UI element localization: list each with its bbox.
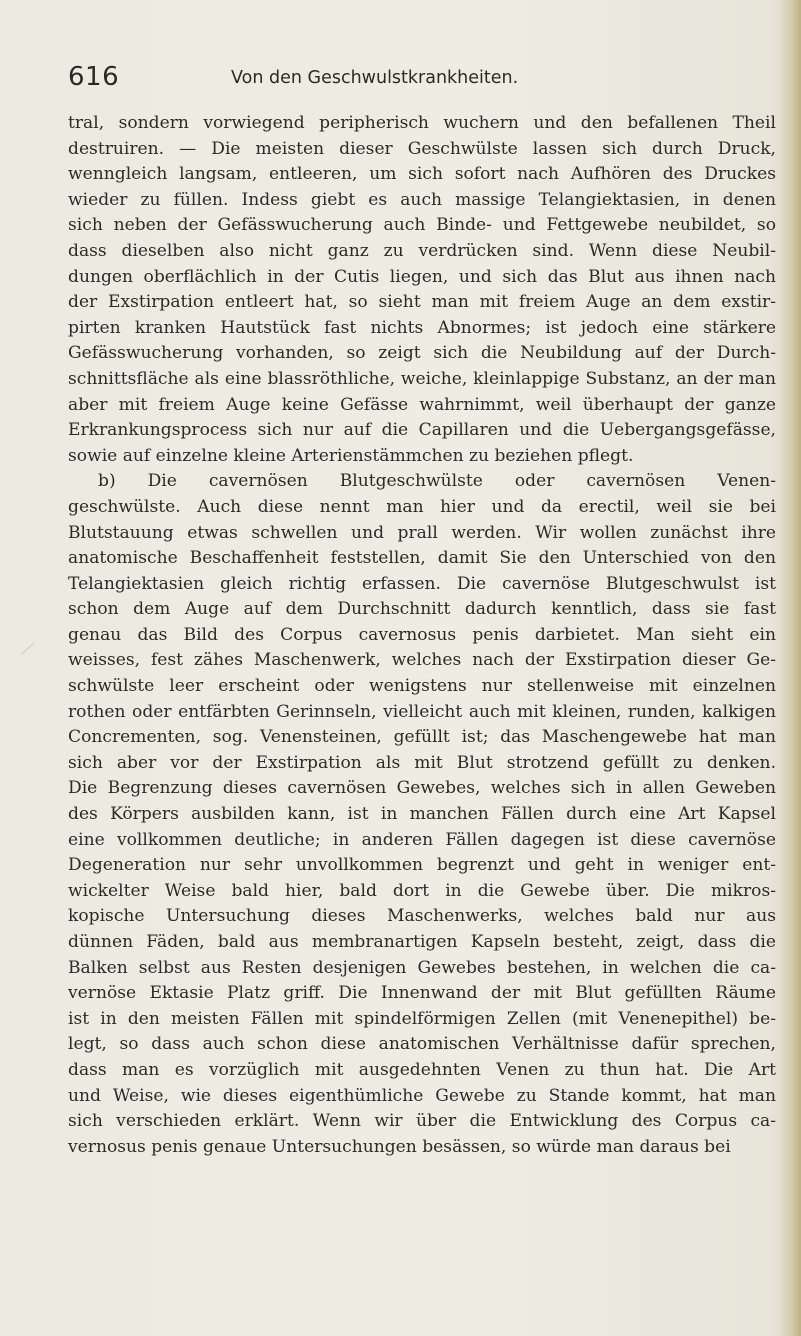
text-line: Erkrankungsprocess sich nur auf die Capillaren und die Uebergangsgefässe, xyxy=(68,420,776,441)
text-line: der Exstirpation entleert hat, so sieht man mit freiem Auge an dem exstir- xyxy=(68,292,776,313)
text-line: aber mit freiem Auge keine Gefässe wahrnimmt, weil überhaupt der ganze xyxy=(68,394,776,415)
text-line: kopische Untersuchung dieses Maschenwerks, welches bald nur aus xyxy=(68,906,776,927)
text-line: vernöse Ektasie Platz griff. Die Innenwand der mit Blut gefüllten Räume xyxy=(68,983,776,1004)
text-line: dungen oberflächlich in der Cutis liegen, und sich das Blut aus ihnen nach xyxy=(68,266,776,287)
text-line: ist in den meisten Fällen mit spindelförmigen Zellen (mit Venenepithel) be- xyxy=(68,1008,776,1029)
text-line: wenngleich langsam, entleeren, um sich sofort nach Aufhören des Druckes xyxy=(68,164,776,185)
text-line: Concrementen, sog. Venensteinen, gefüllt ist; das Maschengewebe hat man xyxy=(68,727,776,748)
text-line: des Körpers ausbilden kann, ist in manchen Fällen durch eine Art Kapsel xyxy=(68,804,776,825)
text-line: anatomische Beschaffenheit feststellen, damit Sie den Unterschied von den xyxy=(68,548,776,569)
text-line: weisses, fest zähes Maschenwerk, welches nach der Exstirpation dieser Ge- xyxy=(68,650,776,671)
text-line: und Weise, wie dieses eigenthümliche Gewebe zu Stande kommt, hat man xyxy=(68,1085,776,1106)
text-line: Blutstauung etwas schwellen und prall werden. Wir wollen zunächst ihre xyxy=(68,522,776,543)
text-line: sowie auf einzelne kleine Arterienstämmchen zu beziehen pflegt. xyxy=(68,445,634,466)
text-line: pirten kranken Hautstück fast nichts Abnormes; ist jedoch eine stärkere xyxy=(68,317,776,338)
text-line: schnittsfläche als eine blassröthliche, weiche, kleinlappige Substanz, an der man xyxy=(68,368,776,389)
page-number: 616 xyxy=(68,62,120,92)
text-line: geschwülste. Auch diese nennt man hier und da erectil, weil sie bei xyxy=(68,496,776,517)
text-line: wieder zu füllen. Indess giebt es auch massige Telangiektasien, in denen xyxy=(68,189,776,210)
text-line: wickelter Weise bald hier, bald dort in die Gewebe über. Die mikros- xyxy=(68,880,776,901)
text-line: eine vollkommen deutliche; in anderen Fällen dagegen ist diese cavernöse xyxy=(68,829,776,850)
text-line: vernosus penis genaue Untersuchungen besässen, so würde man daraus bei xyxy=(68,1136,731,1157)
text-line: schon dem Auge auf dem Durchschnitt dadurch kenntlich, dass sie fast xyxy=(68,599,776,620)
paper-smudge xyxy=(20,640,38,658)
text-line: Telangiektasien gleich richtig erfassen. Die cavernöse Blutgeschwulst ist xyxy=(68,573,776,594)
text-line: Gefässwucherung vorhanden, so zeigt sich die Neubildung auf der Durch- xyxy=(68,343,776,364)
page-header xyxy=(68,62,768,106)
section-heading-line: b) Die cavernösen Blutgeschwülste oder cavernösen Venen- xyxy=(98,471,776,492)
running-title: Von den Geschwulstkrankheiten. xyxy=(231,68,519,88)
text-line: dass man es vorzüglich mit ausgedehnten Venen zu thun hat. Die Art xyxy=(68,1059,776,1080)
text-line: destruiren. — Die meisten dieser Geschwülste lassen sich durch Druck, xyxy=(68,138,776,159)
text-line: schwülste leer erscheint oder wenigstens nur stellenweise mit einzelnen xyxy=(68,676,776,697)
text-line: sich verschieden erklärt. Wenn wir über die Entwicklung des Corpus ca- xyxy=(68,1111,776,1132)
body-text xyxy=(68,111,776,1160)
text-line: dünnen Fäden, bald aus membranartigen Kapseln besteht, zeigt, dass die xyxy=(68,932,776,952)
text-line: rothen oder entfärbten Gerinnseln, vielleicht auch mit kleinen, runden, kalkigen xyxy=(68,701,776,722)
text-line: sich neben der Gefässwucherung auch Binde- und Fettgewebe neubildet, so xyxy=(68,215,776,236)
text-line: genau das Bild des Corpus cavernosus penis darbietet. Man sieht ein xyxy=(68,624,776,645)
text-line: Degeneration nur sehr unvollkommen begrenzt und geht in weniger ent- xyxy=(68,855,776,876)
text-line: tral, sondern vorwiegend peripherisch wuchern und den befallenen Theil xyxy=(68,113,776,133)
text-line: Balken selbst aus Resten desjenigen Gewebes bestehen, in welchen die ca- xyxy=(68,957,776,978)
text-line: sich aber vor der Exstirpation als mit Blut strotzend gefüllt zu denken. xyxy=(68,752,776,773)
text-line: legt, so dass auch schon diese anatomischen Verhältnisse dafür sprechen, xyxy=(68,1034,776,1055)
page-edge-shadow xyxy=(779,0,801,1336)
text-line: dass dieselben also nicht ganz zu verdrücken sind. Wenn diese Neubil- xyxy=(68,240,776,261)
text-line: Die Begrenzung dieses cavernösen Gewebes, welches sich in allen Geweben xyxy=(68,778,776,799)
